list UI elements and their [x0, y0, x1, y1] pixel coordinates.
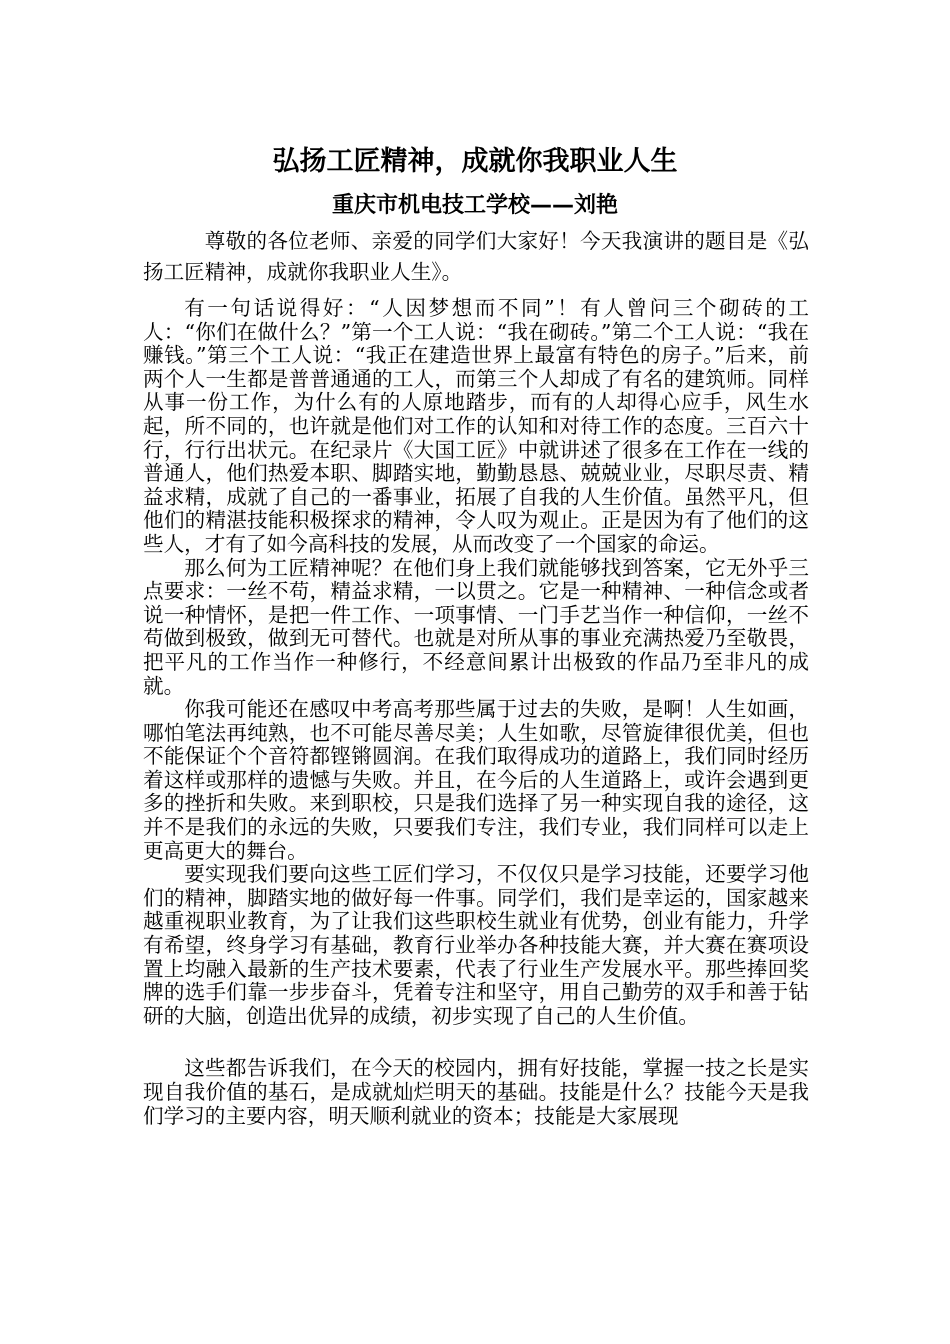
paragraph-learning: 要实现我们要向这些工匠们学习，不仅仅只是学习技能，还要学习他们的精神，脚踏实地的做好每一件事。同学们，我们是幸运的，国家越来越重视职业教育，为了让我们这些职校生就业有优势，创业有能力，升学有希望，终身学习有基础，教育行业举办各种技能大赛，并大赛在赛项设置上均融入最新的生产技术要素，代表了行业生产发展水平。那些捧回奖牌的选手们靠一步步奋斗，凭着专注和坚守，用自己勤劳的双手和善于钻研的大脑，创造出优异的成绩，初步实现了自己的人生价值。: [143, 862, 809, 1028]
document-subtitle: 重庆市机电技工学校——刘艳: [331, 193, 618, 218]
paragraph-story: 有一句话说得好：“人因梦想而不同”！有人曾问三个砌砖的工人：“你们在做什么？”第一个工人说：“我在砌砖。”第二个工人说：“我在赚钱。”第三个工人说：“我正在建造世界上最富有特色的房子。”后来，前两个人一生都是普普通通的工人，而第三个人却成了有名的建筑师。同样从事一份工作，为什么有的人原地踏步，而有的人却得心应手，风生水起，所不同的，也许就是他们对工作的认知和对待工作的态度。三百六十行，行行出状元。在纪录片《大国工匠》中就讲述了很多在工作在一线的普通人，他们热爱本职、脚踏实地，勤勤恳恳、兢兢业业，尽职尽责、精益求精，成就了自己的一番事业，拓展了自我的人生价值。虽然平凡，但他们的精湛技能积极探求的精神，令人叹为观止。正是因为有了他们的这些人，才有了如今高科技的发展，从而改变了一个国家的命运。: [143, 296, 809, 556]
paragraph-opening: 尊敬的各位老师、亲爱的同学们大家好！今天我演讲的题目是《弘扬工匠精神，成就你我职业人生》。: [143, 229, 809, 284]
paragraph-skills: 这些都告诉我们，在今天的校园内，拥有好技能，掌握一技之长是实现自我价值的基石，是成就灿烂明天的基础。技能是什么？技能今天是我们学习的主要内容，明天顺利就业的资本；技能是大家展现: [143, 1056, 809, 1128]
paragraph-failure: 你我可能还在感叹中考高考那些属于过去的失败，是啊！人生如画，哪怕笔法再纯熟，也不可能尽善尽美；人生如歌，尽管旋律很优美，但也不能保证个个音符都铿锵圆润。在我们取得成功的道路上，我们同时经历着这样或那样的遗憾与失败。并且，在今后的人生道路上，或许会遇到更多的挫折和失败。来到职校，只是我们选择了另一种实现自我的途径，这并不是我们的永远的失败，只要我们专注，我们专业，我们同样可以走上更高更大的舞台。: [143, 697, 809, 863]
document-body: [143, 226, 809, 1128]
paragraph-craftsman-spirit: 那么何为工匠精神呢？在他们身上我们就能够找到答案，它无外乎三点要求：一丝不苟，精益求精，一以贯之。它是一种精神、一种信念或者说一种情怀，是把一件工作、一项事情、一门手艺当作一种信仰，一丝不苟做到极致，做到无可替代。也就是对所从事的事业充满热爱乃至敬畏，把平凡的工作当作一种修行，不经意间累计出极致的作品乃至非凡的成就。: [143, 555, 809, 698]
document-title: 弘扬工匠精神，成就你我职业人生: [272, 146, 678, 177]
